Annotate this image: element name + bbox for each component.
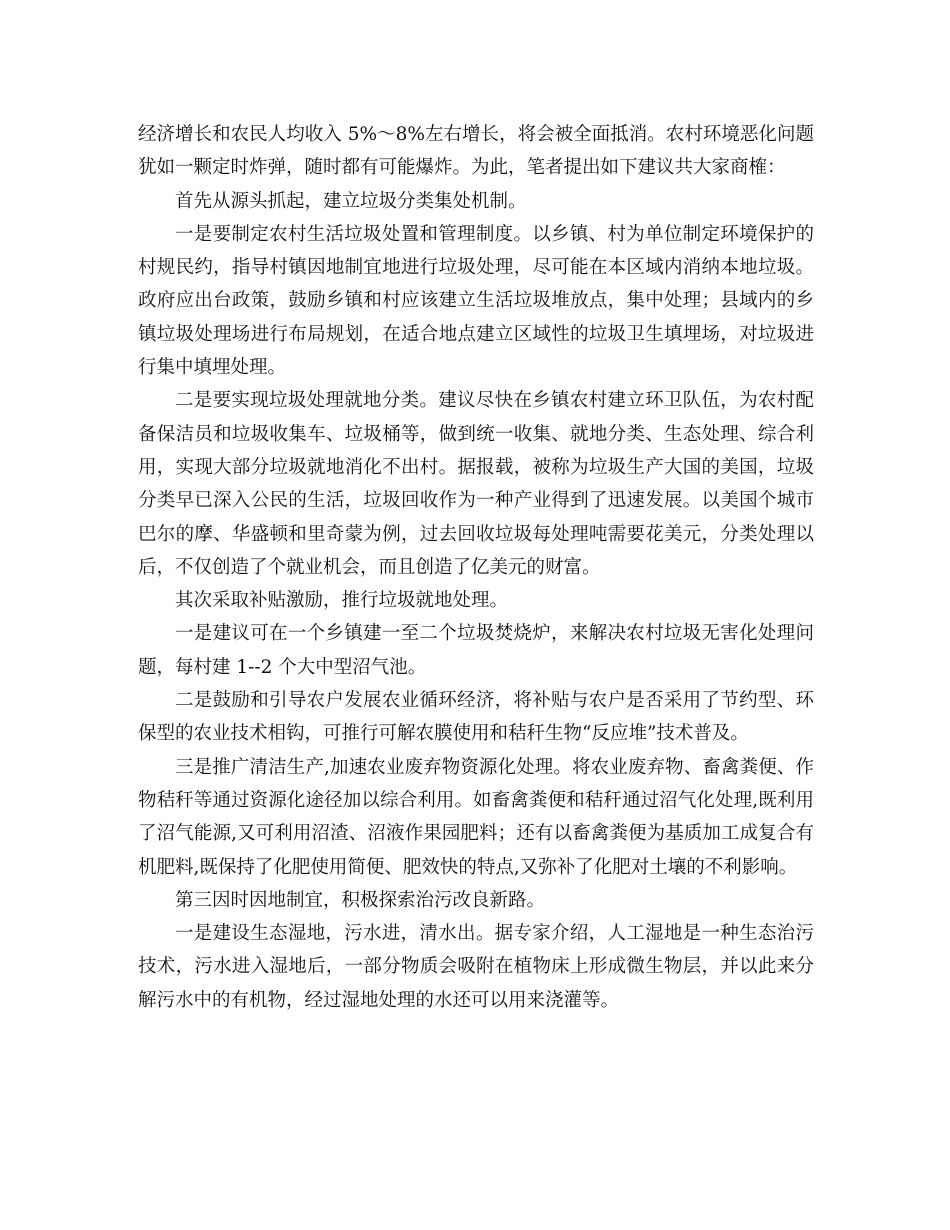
section-heading-source: 首先从源头抓起，建立垃圾分类集处机制。 xyxy=(175,190,527,212)
paragraph-circular-economy: 二是鼓励和引导农户发展农业循环经济，将补贴与农户是否采用了节约型、环保型的农业技术相钩，可推行可解农膜使用和秸秆生物“反应堆”技术普及。 xyxy=(138,690,814,745)
paragraph-management-system: 一是要制定农村生活垃圾处置和管理制度。以乡镇、村为单位制定环境保护的村规民约，指导村镇因地制宜地进行垃圾处理，尽可能在本区域内消纳本地垃圾。政府应出台政策，鼓励乡镇和村应该建立生活垃圾堆放点，集中处理；县域内的乡镇垃圾处理场进行布局规划，在适合地点建立区域性的垃圾卫生填埋场，对垃圾进行集中填埋处理。 xyxy=(138,223,814,379)
paragraph-local-sorting: 二是要实现垃圾处理就地分类。建议尽快在乡镇农村建立环卫队伍，为农村配备保洁员和垃圾收集车、垃圾桶等，做到统一收集、就地分类、生态处理、综合利用，实现大部分垃圾就地消化不出村。据报载，被称为垃圾生产大国的美国，垃圾分类早已深入公民的生活，垃圾回收作为一种产业得到了迅速发展。以美国个城市巴尔的摩、华盛顿和里奇蒙为例，过去回收垃圾每处理吨需要花美元，分类处理以后，不仅创造了个就业机会，而且创造了亿美元的财富。 xyxy=(138,390,814,578)
paragraph-continuation: 经济增长和农民人均收入 5%～8%左右增长，将会被全面抵消。农村环境恶化问题犹如一颗定时炸弹，随时都有可能爆炸。为此，笔者提出如下建议共大家商榷： xyxy=(138,124,814,179)
paragraph-clean-production: 三是推广清洁生产,加速农业废弃物资源化处理。将农业废弃物、畜禽粪便、作物秸秆等通过资源化途径加以综合利用。如畜禽粪便和秸秆通过沼气化处理,既利用了沼气能源,又可利用沼渣、沼液作果园肥料；还有以畜禽粪便为基质加工成复合有机肥料,既保持了化肥使用简便、肥效快的特点,又弥补了化肥对土壤的不利影响。 xyxy=(138,756,814,878)
document-body xyxy=(138,118,814,1017)
paragraph-incinerator: 一是建议可在一个乡镇建一至二个垃圾焚烧炉，来解决农村垃圾无害化处理问题，每村建 1--2 个大中型沼气池。 xyxy=(138,623,814,678)
paragraph-wetland: 一是建设生态湿地，污水进，清水出。据专家介绍，人工湿地是一种生态治污技术，污水进入湿地后，一部分物质会吸附在植物床上形成微生物层，并以此来分解污水中的有机物，经过湿地处理的水还可以用来浇灌等。 xyxy=(138,923,814,1011)
section-heading-subsidy: 其次采取补贴激励，推行垃圾就地处理。 xyxy=(175,590,509,612)
section-heading-local-conditions: 第三因时因地制宜，积极探索治污改良新路。 xyxy=(175,889,546,911)
